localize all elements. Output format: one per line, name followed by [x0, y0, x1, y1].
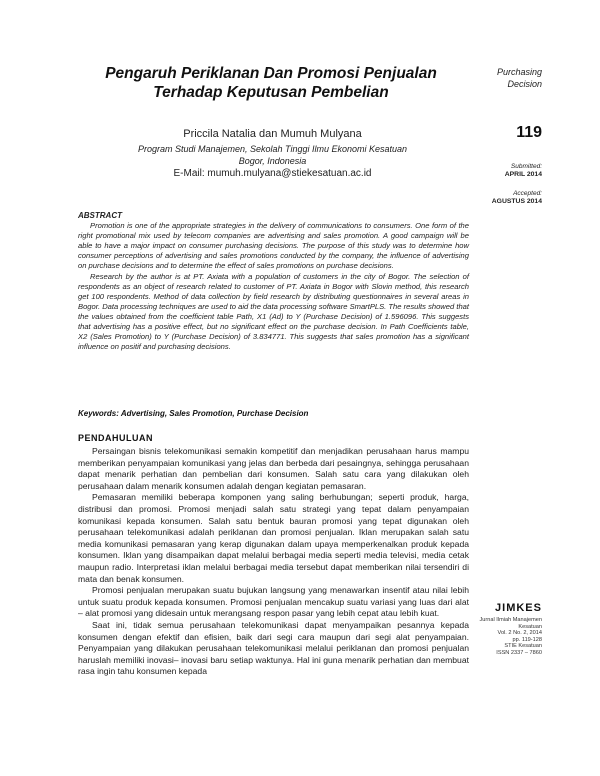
submitted-value: APRIL 2014: [504, 171, 542, 178]
abstract-paragraph: Research by the author is at PT. Axiata with a population of customers in the city of Bogor. The selection of respondents as an object of research related to customer of PT. Axiata in Bogor with Slovin method, this research get 100 respondents. Method of data collection by field research by distributing questionnaires in several areas in Bogor. Data processing techniques are used to aid the data processing software SmartPLS. The results showed that the values obtained from the coefficient table Path, X1 (Ad) to Y (Purchase Decision) of 1.596096. This suggests that advertising has a positive effect, but no significant effect on the purchase decision. In Path Coefficients table, X2 (Sales Promotion) to Y (Purchase Decision) of 3.834771. This suggests that sales promotion has a significant influence on positif and purchasing decisions.: [78, 271, 470, 352]
journal-info-line: STIE Kesatuan: [504, 643, 542, 650]
section-heading: PENDAHULUAN: [78, 433, 153, 443]
side-topic-label: [478, 66, 542, 90]
body-paragraph: Pemasaran memiliki beberapa komponen yang saling berhubungan; seperti produk, harga, distribusi dan promosi. Promosi menjadi salah satu strategi yang tepat dalam penyampaian komunikasi kepada konsumen. Salah satu bentuk bauran promosi yang tepat digunakan oleh perusahaan telekomunikasi adalah periklanan dan promosi penjualan. Iklan merupakan salah satu media komunikasi pemasaran yang kerap digunakan dalam upaya memperkenalkan produk kepada konsumen. Iklan yang disampaikan dapat melalui berbagai media seperti media televisi, media cetak maupun radio. Interpretasi iklan melalui berbagai media tersebut dapat memberikan nilai tersendiri di mata dan benak konsumen.: [78, 492, 469, 584]
journal-info-line: pp. 119-128: [512, 636, 542, 643]
author-email: E-Mail: mumuh.mulyana@stiekesatuan.ac.id: [173, 168, 372, 179]
accepted-date: [462, 190, 542, 206]
side-label-line-2: Decision: [507, 79, 542, 89]
accepted-label: Accepted:: [513, 190, 542, 197]
body-text: [78, 446, 469, 678]
submitted-date: [462, 163, 542, 179]
journal-name: JIMKES: [495, 602, 542, 614]
abstract: [78, 211, 469, 352]
journal-info-line: ISSN 2337 – 7860: [496, 649, 542, 656]
side-label-line-1: Purchasing: [496, 67, 542, 77]
title-line-2: Terhadap Keputusan Pembelian: [153, 84, 389, 101]
abstract-heading: ABSTRACT: [78, 211, 122, 220]
affiliation-line-1: Program Studi Manajemen, Sekolah Tinggi Ilmu Ekonomi Kesatuan: [137, 144, 408, 154]
keywords: Keywords: Advertising, Sales Promotion, Purchase Decision: [78, 409, 309, 418]
title-line-1: Pengaruh Periklanan Dan Promosi Penjualan: [105, 65, 437, 82]
body-paragraph: Persaingan bisnis telekomunikasi semakin kompetitif dan menjadikan perusahaan harus mampu memberikan penyampaian komunikasi yang jelas dan berbeda dari pesaingnya, sehingga perusahaan dapat menarik perhatian dan pembelian dari konsumen. Salah satu cara yang dilakukan oleh perusahaan dalam menarik konsumen adalah dengan kegiatan pemasaran.: [78, 446, 469, 491]
paper-title: [96, 64, 446, 102]
body-paragraph: Saat ini, tidak semua perusahaan telekomunikasi dapat menyampaikan pesannya kepada konsumen dengan efektif dan efisien, baik dari segi cara maupun dari segi alat penyampaian. Penyampaian yang dilakukan perusahaan telekomunikasi melalui periklanan dan promosi penjualan haruslah memiliki inovasi– inovasi baru setiap waktunya. Hal ini guna menarik perhatian dan membuat rasa ingin tahu konsumen kepada: [78, 619, 469, 677]
journal-info-line: Vol. 2 No. 2, 2014: [497, 630, 542, 637]
submitted-label: Submitted:: [510, 163, 542, 170]
accepted-value: AGUSTUS 2014: [491, 198, 542, 205]
affiliation: [100, 143, 445, 167]
journal-info: [470, 617, 542, 657]
body-paragraph: Promosi penjualan merupakan suatu bujukan langsung yang menawarkan insentif atau nilai lebih untuk suatu produk kepada konsumen. Promosi penjualan mencakup suatu variasi yang luas dari alat – alat promosi yang didesain untuk merangsang respon pasar yang lebih cepat atau lebih kuat.: [78, 585, 469, 619]
affiliation-line-2: Bogor, Indonesia: [238, 156, 307, 166]
journal-info-line: Kesatuan: [518, 623, 542, 630]
abstract-paragraph: Promotion is one of the appropriate strategies in the delivery of communications to consumers. One form of the right promotional mix used by telecom companies are advertising and sales promotion. A good campaign will be able to have a major impact on consumer purchasing decisions. The purpose of this study was to determine how consumer perceptions of advertising and sales promotions conducted by the company, the influence of advertising on purchase decisions and to determine the effect of sales promotions on purchase decisions.: [78, 221, 469, 271]
page-number: 119: [516, 124, 542, 141]
authors: Priccila Natalia dan Mumuh Mulyana: [183, 128, 362, 140]
journal-info-line: Jurnal Ilmiah Manajemen: [479, 617, 542, 623]
